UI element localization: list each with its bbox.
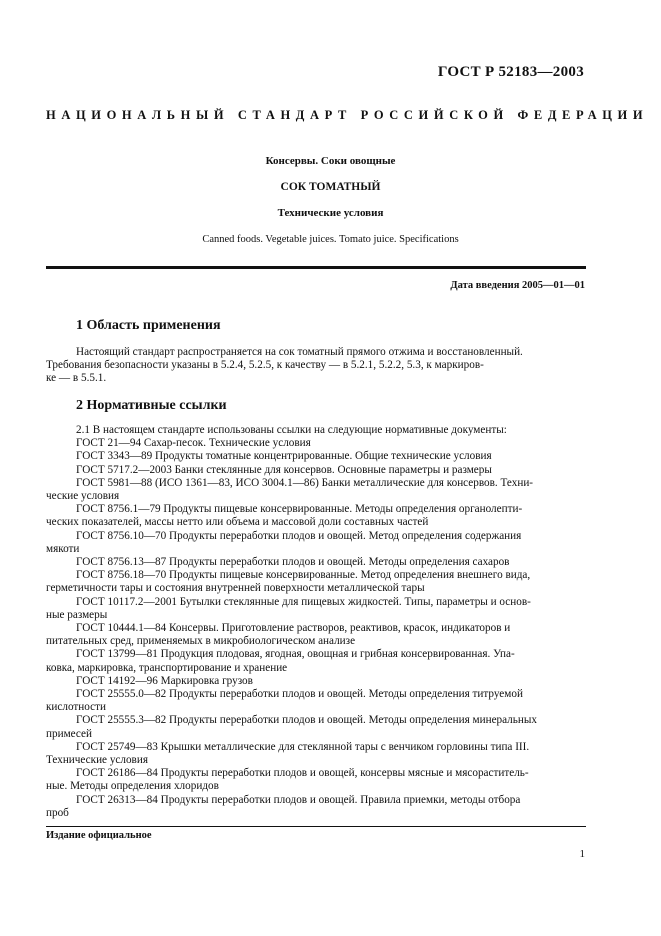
reference-line: примесей xyxy=(46,727,92,740)
reference-line: ГОСТ 8756.1—79 Продукты пищевые консервированные. Методы определения органолепти- xyxy=(76,503,523,516)
reference-line: ческих показателей, массы нетто или объема и массовой доли составных частей xyxy=(46,516,429,529)
paragraph-line: Требования безопасности указаны в 5.2.4, 5.2.5, к качеству — в 5.2.1, 5.2.2, 5.3, к маркиров- xyxy=(46,359,484,372)
reference-line: ГОСТ 21—94 Сахар-песок. Технические условия xyxy=(76,437,311,450)
paragraph-line: ке — в 5.5.1. xyxy=(46,372,107,385)
category-title: Консервы. Соки овощные xyxy=(265,155,396,167)
footer-divider xyxy=(46,826,586,827)
national-standard-title: НАЦИОНАЛЬНЫЙ СТАНДАРТ РОССИЙСКОЙ ФЕДЕРАЦИИ xyxy=(46,108,649,122)
reference-line: ГОСТ 3343—89 Продукты томатные концентрированные. Общие технические условия xyxy=(76,450,492,463)
section-2-heading: 2 Нормативные ссылки xyxy=(76,398,227,413)
reference-line: ГОСТ 10117.2—2001 Бутылки стеклянные для пищевых жидкостей. Типы, параметры и основ- xyxy=(76,595,531,608)
reference-line: ГОСТ 8756.10—70 Продукты переработки плодов и овощей. Метод определения содержания xyxy=(76,529,522,542)
reference-line: ГОСТ 26313—84 Продукты переработки плодов и овощей. Правила приемки, методы отбора xyxy=(76,793,521,806)
reference-line: ные размеры xyxy=(46,608,108,621)
thick-divider xyxy=(46,266,586,269)
reference-line: ГОСТ 14192—96 Маркировка грузов xyxy=(76,674,253,687)
reference-line: ковка, маркировка, транспортирование и хранение xyxy=(46,661,288,674)
reference-line: герметичности тары и состояния внутренней поверхности металлической тары xyxy=(46,582,425,595)
paragraph-line: Настоящий стандарт распространяется на сок томатный прямого отжима и восстановленный. xyxy=(76,346,523,358)
intro-date: Дата введения 2005—01—01 xyxy=(450,280,585,291)
edition-label: Издание официальное xyxy=(46,830,152,841)
reference-line: ГОСТ 8756.13—87 Продукты переработки плодов и овощей. Методы определения сахаров xyxy=(76,556,510,569)
reference-line: ГОСТ 10444.1—84 Консервы. Приготовление растворов, реактивов, красок, индикаторов и xyxy=(76,622,511,635)
reference-line: ческие условия xyxy=(46,490,120,503)
reference-line: ГОСТ 5981—88 (ИСО 1361—83, ИСО 3004.1—86) Банки металлические для консервов. Техни- xyxy=(76,476,534,489)
reference-line: ГОСТ 13799—81 Продукция плодовая, ягодная, овощная и грибная консервированная. Упа- xyxy=(76,648,515,661)
reference-line: мякоти xyxy=(46,542,80,555)
english-title: Canned foods. Vegetable juices. Tomato juice. Specifications xyxy=(202,234,459,245)
reference-line: ГОСТ 25555.3—82 Продукты переработки плодов и овощей. Методы определения минеральных xyxy=(76,714,537,727)
reference-line: ные. Методы определения хлоридов xyxy=(46,780,219,793)
section-2-body xyxy=(46,424,584,820)
reference-line: ГОСТ 8756.18—70 Продукты пищевые консервированные. Метод определения внешнего вида, xyxy=(76,569,531,582)
reference-line: ГОСТ 25555.0—82 Продукты переработки плодов и овощей. Методы определения титруемой xyxy=(76,688,523,701)
reference-line: ГОСТ 5717.2—2003 Банки стеклянные для консервов. Основные параметры и размеры xyxy=(76,463,492,476)
reference-line: кислотности xyxy=(46,701,107,714)
reference-line: ГОСТ 26186—84 Продукты переработки плодов и овощей, консервы мясные и мясораститель- xyxy=(76,767,529,780)
reference-line: Технические условия xyxy=(46,754,148,767)
reference-line: ГОСТ 25749—83 Крышки металлические для стеклянной тары с венчиком горловины типа III. xyxy=(76,740,530,753)
reference-line: проб xyxy=(46,806,69,819)
section-1-heading: 1 Область применения xyxy=(76,318,221,333)
product-title: СОК ТОМАТНЫЙ xyxy=(280,181,381,193)
page-number: 1 xyxy=(579,848,585,860)
kind-title: Технические условия xyxy=(277,207,384,219)
section-1-body xyxy=(46,346,584,386)
reference-line: питательных сред, применяемых в микробиологическом анализе xyxy=(46,635,356,648)
gost-number: ГОСТ Р 52183—2003 xyxy=(437,64,584,80)
reference-line: 2.1 В настоящем стандарте использованы ссылки на следующие нормативные документы: xyxy=(76,424,507,436)
